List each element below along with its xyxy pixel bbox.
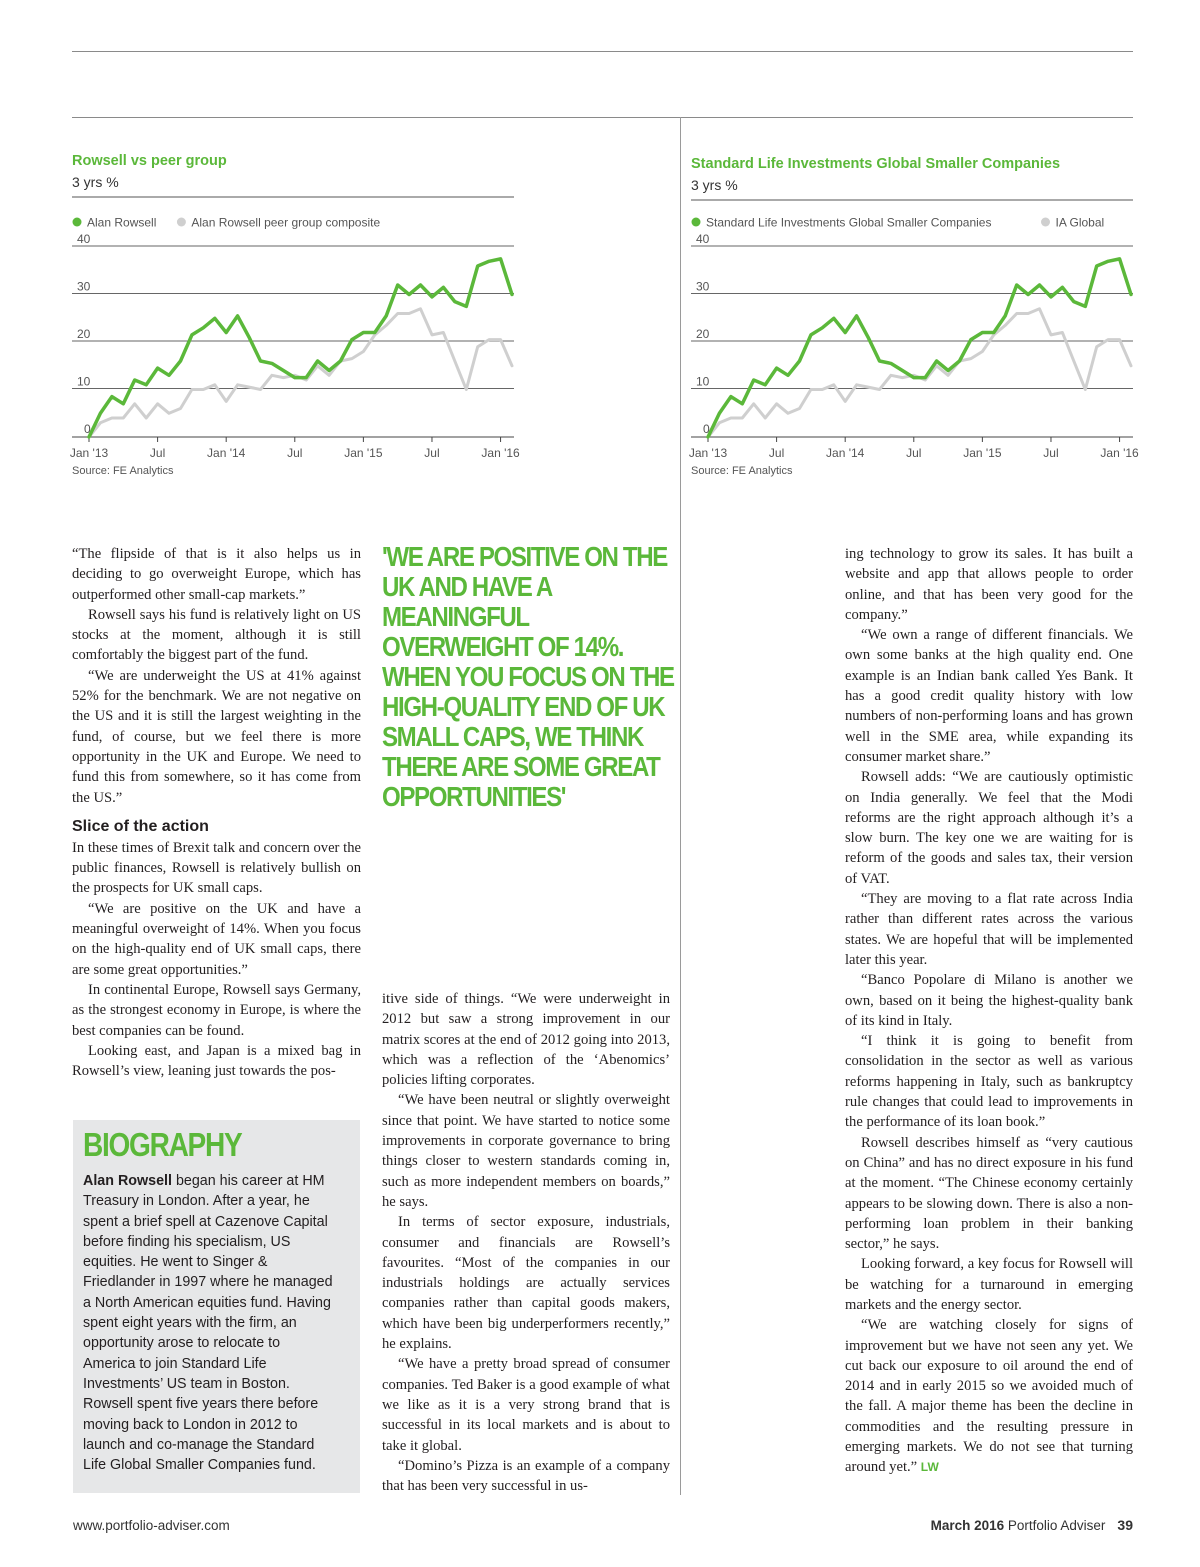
legend-marker [177,218,186,227]
y-tick-label: 20 [696,327,710,341]
y-tick-label: 30 [696,279,710,294]
biography-box [73,1120,360,1493]
pull-quote: 'WE ARE POSITIVE ON THE UK AND HAVE A MEANINGFUL OVERWEIGHT OF 14%. WHEN YOU FOCUS ON THE HIGH-QUALITY END OF UK SMALL CAPS, WE THINK THERE ARE SOME GREAT OPPORTUNITIES' [382,541,674,812]
x-tick-label: Jul [768,446,785,460]
chart-divider [680,117,681,1495]
legend-label: Alan Rowsell [87,215,157,230]
paragraph: ing technology to grow its sales. It has built a website and app that allows people to order online, and that has been very good for the company.” [845,546,1133,623]
legend-marker [1041,218,1050,227]
chart-slі-global-smaller [688,150,1139,485]
top-rule [72,51,1133,52]
section-heading: Slice of the action [72,817,209,835]
x-tick-label: Jan '16 [481,446,520,460]
legend-marker [692,218,701,227]
biography-title: BIOGRAPHY [83,1126,242,1163]
legend-label: Standard Life Investments Global Smaller Companies [706,215,992,230]
footer-issue [931,1517,1133,1533]
paragraph: In terms of sector exposure, industrials, consumer and financials are Rowsell’s favourites. “Most of the companies in our industrials holdings are actually services companies rather than capital goods makers, which have been big underperformers recently,” he explains. [382,1214,670,1353]
x-tick-label: Jul [906,446,922,460]
x-tick-label: Jan '15 [344,446,383,460]
paragraph: “Banco Popolare di Milano is another we own, based on it being the highest-quality bank of its kind in Italy. [845,972,1133,1029]
chart-svg [688,150,1139,485]
paragraph: “Domino’s Pizza is an example of a company that has been very successful in us- [382,1457,670,1495]
chart-source: Source: FE Analytics [691,465,793,477]
paragraph: In continental Europe, Rowsell says Germany, as the strongest economy in Europe, is where the best companies can be found. [72,981,361,1039]
paragraph: “They are moving to a flat rate across India rather than different rates across the various states. We are hopeful that will be implemented later this year. [845,891,1133,968]
biography-name: Alan Rowsell [83,1173,172,1189]
legend-label: IA Global [1055,215,1105,230]
paragraph: Looking forward, a key focus for Rowsell will be watching for a turnaround in emerging markets and the energy sector. [845,1256,1133,1313]
chart-rowsell-vs-peer [69,150,520,485]
column-3 [845,544,1133,1478]
x-tick-label: Jan '15 [963,446,1002,460]
footer-magazine: Portfolio Adviser [1004,1518,1106,1533]
y-tick-label: 40 [77,232,91,246]
chart-subtitle: 3 yrs % [72,174,119,190]
column-2 [382,989,670,1496]
x-tick-label: Jan '14 [826,446,865,460]
column-1 [72,544,361,1081]
chart-subtitle: 3 yrs % [691,177,738,193]
chart-title: Standard Life Investments Global Smaller Companies [691,156,1061,172]
paragraph: Rowsell describes himself as “very cautious on China” and has no direct exposure in his fund at the moment. “The Chinese economy certainly appears to be slowing down. There is also a non-performing loan problem in their banking sector,” he says. [845,1134,1133,1253]
y-tick-label: 20 [77,327,91,341]
y-tick-label: 40 [696,232,710,246]
x-tick-label: Jan '16 [1100,446,1139,460]
x-tick-label: Jul [287,446,303,460]
y-tick-label: 10 [77,374,91,389]
x-tick-label: Jan '13 [69,446,109,460]
author-signoff: LW [920,1460,939,1475]
paragraph-text: “We are watching closely for signs of improvement but we have not seen any yet. We cut back our exposure to oil around the end of 2014 and in early 2015 so we avoided much of the fall. A major theme has been the decline in commodities and the resulting pressure in emerging markets. We do not see that turning around yet.” [845,1317,1133,1476]
biography-body: began his career at HM Treasury in London. After a year, he spent a brief spell at Cazenove Capital before finding his specialism, US equities. He went to Singer & Friedlander in 1997 where he managed a North American equities fund. Having spent eight years with the firm, an opportunity arose to relocate to America to join Standard Life Investments’ US team in Boston. Rowsell spent five years there before moving back to London in 2012 to launch and co-manage the Standard Life Global Smaller Companies fund. [83,1173,333,1474]
footer-website: www.portfolio-adviser.com [73,1518,230,1533]
legend-marker [73,218,82,227]
paragraph: “We own a range of different financials. We own some banks at the high quality end. One example is an Indian bank called Yes Bank. It has a good credit quality history with low numbers of non-performing loans and has grown well in the SME area, while expanding its consumer market share.” [845,627,1133,765]
paragraph: itive side of things. “We were underweight in 2012 but saw a strong improvement in our matrix scores at the end of 2012 going into 2013, which was a reflection of the ‘Abenomics’ policies lifting corporates. [382,991,670,1089]
paragraph: “We have been neutral or slightly overweight since that point. We have started to notice some improvements in corporate governance to bring things closer to western standards coming in, such as more independent members on boards,” he says. [382,1092,670,1210]
y-tick-label: 0 [703,422,710,436]
x-tick-label: Jan '14 [207,446,246,460]
paragraph [845,1315,1133,1477]
paragraph: “We have a pretty broad spread of consumer companies. Ted Baker is a good example of what we like as it is a very strong brand that is successful in its local markets and is about to take it global. [382,1356,670,1454]
footer-date: March 2016 [930,1518,1005,1533]
x-tick-label: Jul [1043,446,1059,460]
paragraph: In these times of Brexit talk and concern over the public finances, Rowsell is relatively bullish on the prospects for UK small caps. [72,839,361,897]
chart-svg [69,150,520,485]
paragraph: Rowsell adds: “We are cautiously optimistic on India generally. We feel that the Modi reforms are the right approach although it’s a slow burn. The key one we are waiting for is reform of the goods and sales tax, their version of VAT. [845,769,1133,887]
x-tick-label: Jul [424,446,440,460]
page-number: 39 [1117,1517,1133,1533]
paragraph: “I think it is going to benefit from consolidation in the sector as well as various reforms happening in Italy, such as bankruptcy rule changes that could lead to improvements in the performance of its loan book.” [845,1033,1133,1131]
second-rule [72,117,1133,118]
paragraph: Looking east, and Japan is a mixed bag in Rowsell’s view, leaning just towards the pos- [72,1042,361,1080]
paragraph: “We are positive on the UK and have a meaningful overweight of 14%. When you focus on the high-quality end of UK small caps, there are some great opportunities.” [72,900,361,978]
chart-title: Rowsell vs peer group [72,153,227,169]
paragraph: “The flipside of that is it also helps us in deciding to go overweight Europe, which has outperformed other small-cap markets.” [72,546,361,603]
legend-label: Alan Rowsell peer group composite [191,215,381,230]
y-tick-label: 0 [84,422,91,436]
paragraph: Rowsell says his fund is relatively light on US stocks at the moment, although it is still comfortably the biggest part of the fund. [72,606,361,664]
x-tick-label: Jul [149,446,166,460]
x-tick-label: Jan '13 [688,446,728,460]
y-tick-label: 10 [696,374,710,389]
biography-text [83,1171,333,1475]
paragraph: “We are underweight the US at 41% against 52% for the benchmark. We are not negative on the US and it is still the largest weighting in the fund, of course, but we feel there is more opportunity in the UK and Europe. We need to fund this from somewhere, so it has come from the US.” [72,667,361,806]
y-tick-label: 30 [77,279,91,294]
chart-source: Source: FE Analytics [72,465,174,477]
